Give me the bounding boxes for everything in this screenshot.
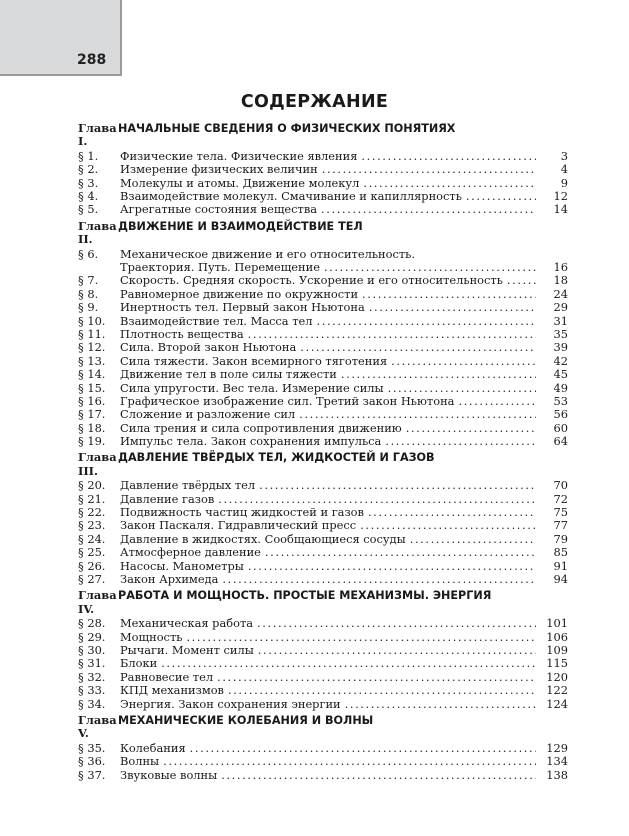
dot-leader bbox=[221, 769, 536, 782]
dot-leader bbox=[507, 274, 536, 287]
dot-leader bbox=[222, 573, 536, 586]
page-ref: 14 bbox=[553, 202, 568, 217]
chapter-heading bbox=[78, 122, 568, 149]
section-number: § 8. bbox=[78, 286, 99, 301]
dot-leader bbox=[391, 355, 536, 368]
toc-entry bbox=[78, 519, 568, 532]
section-number: § 11. bbox=[78, 326, 106, 341]
toc-entry bbox=[78, 274, 568, 287]
section-title: Движение тел в поле силы тяжести bbox=[120, 367, 337, 382]
page-ref: 29 bbox=[553, 300, 568, 315]
page-ref: 129 bbox=[546, 740, 568, 755]
page-ref: 134 bbox=[546, 754, 568, 769]
page-ref: 16 bbox=[553, 259, 568, 274]
dot-leader bbox=[363, 177, 536, 190]
page-ref: 85 bbox=[553, 545, 568, 560]
section-title: Молекулы и атомы. Движение молекул bbox=[120, 175, 360, 190]
section-number: § 28. bbox=[78, 616, 106, 631]
page-ref: 70 bbox=[553, 478, 568, 493]
page-ref: 24 bbox=[553, 286, 568, 301]
dot-leader bbox=[248, 328, 536, 341]
dot-leader bbox=[341, 368, 536, 381]
section-title: Скорость. Средняя скорость. Ускорение и его относительность bbox=[120, 273, 503, 288]
chapter-section bbox=[78, 220, 568, 449]
dot-leader bbox=[186, 631, 536, 644]
dot-leader bbox=[406, 422, 536, 435]
dot-leader bbox=[190, 742, 536, 755]
dot-leader bbox=[324, 261, 536, 274]
section-number: § 1. bbox=[78, 148, 99, 163]
section-title: Насосы. Манометры bbox=[120, 558, 244, 573]
dot-leader bbox=[299, 408, 536, 421]
section-number: § 35. bbox=[78, 740, 106, 755]
section-number: § 17. bbox=[78, 407, 106, 422]
section-title-line: Механическое движение и его относительность. bbox=[120, 246, 415, 261]
toc-entry bbox=[78, 408, 568, 421]
section-number: § 20. bbox=[78, 478, 106, 493]
chapter-label: Глава I. bbox=[78, 121, 117, 149]
page-ref: 56 bbox=[553, 407, 568, 422]
section-title: Колебания bbox=[120, 740, 186, 755]
dot-leader bbox=[345, 698, 536, 711]
section-number: § 2. bbox=[78, 162, 99, 177]
section-title: Закон Архимеда bbox=[120, 572, 219, 587]
page-number: 288 bbox=[77, 52, 107, 68]
page-ref: 115 bbox=[546, 656, 568, 671]
section-title: Агрегатные состояния вещества bbox=[120, 202, 318, 217]
table-of-contents bbox=[78, 122, 568, 785]
dot-leader bbox=[265, 546, 536, 559]
section-title: Взаимодействие тел. Масса тел bbox=[120, 313, 313, 328]
page-ref: 122 bbox=[546, 683, 568, 698]
toc-entry bbox=[78, 479, 568, 492]
section-number: § 31. bbox=[78, 656, 106, 671]
page-ref: 64 bbox=[553, 434, 568, 449]
section-title: Сила. Второй закон Ньютона bbox=[120, 340, 297, 355]
page-ref: 45 bbox=[553, 367, 568, 382]
dot-leader bbox=[368, 506, 536, 519]
section-title: Давление в жидкостях. Сообщающиеся сосуды bbox=[120, 531, 406, 546]
toc-entry bbox=[78, 422, 568, 435]
section-title: Сила трения и сила сопротивления движению bbox=[120, 420, 402, 435]
section-title: Взаимодействие молекул. Смачивание и капиллярность bbox=[120, 188, 462, 203]
section-title: Сила упругости. Вес тела. Измерение силы bbox=[120, 380, 384, 395]
chapter-label: Глава V. bbox=[78, 712, 117, 741]
section-title: Сложение и разложение сил bbox=[120, 407, 296, 422]
page-ref: 12 bbox=[553, 188, 568, 203]
toc-entry bbox=[78, 644, 568, 657]
section-number: § 13. bbox=[78, 353, 106, 368]
toc-entry bbox=[78, 698, 568, 711]
section-number: § 9. bbox=[78, 300, 99, 315]
section-title: Сила тяжести. Закон всемирного тяготения bbox=[120, 353, 388, 368]
toc-entry bbox=[78, 560, 568, 573]
dot-leader bbox=[217, 671, 536, 684]
dot-leader bbox=[410, 533, 536, 546]
section-number: § 22. bbox=[78, 505, 106, 520]
section-title: Графическое изображение сил. Третий закон Ньютона bbox=[120, 393, 455, 408]
page-ref: 35 bbox=[553, 326, 568, 341]
chapter-title: ДВИЖЕНИЕ И ВЗАИМОДЕЙСТВИЕ ТЕЛ bbox=[118, 219, 363, 233]
toc-entry bbox=[78, 248, 568, 275]
section-number: § 32. bbox=[78, 669, 106, 684]
dot-leader bbox=[362, 288, 536, 301]
chapter-label: Глава III. bbox=[78, 450, 117, 478]
section-title: Звуковые волны bbox=[120, 767, 218, 782]
section-title: Механическая работа bbox=[120, 616, 254, 631]
toc-entry bbox=[78, 742, 568, 755]
page-ref: 53 bbox=[553, 393, 568, 408]
section-title: Траектория. Путь. Перемещение bbox=[120, 259, 320, 274]
chapter-heading bbox=[78, 451, 568, 478]
chapter-heading bbox=[78, 714, 568, 741]
chapter-title: МЕХАНИЧЕСКИЕ КОЛЕБАНИЯ И ВОЛНЫ bbox=[118, 713, 374, 727]
dot-leader bbox=[361, 150, 536, 163]
section-number: § 12. bbox=[78, 340, 106, 355]
toc-entry bbox=[78, 190, 568, 203]
section-title: Атмосферное давление bbox=[120, 545, 261, 560]
chapter-section bbox=[78, 714, 568, 782]
page-title: СОДЕРЖАНИЕ bbox=[240, 92, 389, 112]
dot-leader bbox=[257, 617, 536, 630]
section-title: Инертность тел. Первый закон Ньютона bbox=[120, 300, 365, 315]
dot-leader bbox=[458, 395, 536, 408]
page-ref: 42 bbox=[553, 353, 568, 368]
toc-entry bbox=[78, 355, 568, 368]
dot-leader bbox=[228, 684, 536, 697]
toc-entry bbox=[78, 573, 568, 586]
chapter-title: РАБОТА И МОЩНОСТЬ. ПРОСТЫЕ МЕХАНИЗМЫ. ЭНЕРГИЯ bbox=[118, 589, 492, 603]
toc-entry bbox=[78, 341, 568, 354]
section-number: § 24. bbox=[78, 531, 106, 546]
section-title: Рычаги. Момент силы bbox=[120, 643, 254, 657]
section-number: § 5. bbox=[78, 202, 99, 217]
dot-leader bbox=[321, 203, 536, 216]
section-title: Блоки bbox=[120, 656, 158, 671]
section-number: § 18. bbox=[78, 420, 106, 435]
page-ref: 124 bbox=[546, 696, 568, 711]
toc-entry bbox=[78, 684, 568, 697]
page-ref: 18 bbox=[553, 273, 568, 288]
dot-leader bbox=[161, 657, 536, 670]
section-number: § 21. bbox=[78, 491, 106, 506]
dot-leader bbox=[466, 190, 536, 203]
toc-entry bbox=[78, 631, 568, 644]
section-title: Плотность вещества bbox=[120, 326, 244, 341]
toc-entry bbox=[78, 328, 568, 341]
page-ref: 79 bbox=[553, 531, 568, 546]
toc-entry bbox=[78, 671, 568, 684]
dot-leader bbox=[248, 560, 536, 573]
section-number: § 7. bbox=[78, 273, 99, 288]
section-number: § 27. bbox=[78, 572, 106, 587]
page-ref: 3 bbox=[560, 148, 568, 163]
section-number: § 4. bbox=[78, 188, 99, 203]
chapter-label: Глава II. bbox=[78, 218, 117, 247]
page-ref: 94 bbox=[553, 572, 568, 587]
toc-entry bbox=[78, 288, 568, 301]
toc-entry bbox=[78, 435, 568, 448]
toc-entry bbox=[78, 617, 568, 630]
section-number: § 34. bbox=[78, 696, 106, 711]
section-number: § 3. bbox=[78, 175, 99, 190]
section-number: § 19. bbox=[78, 434, 106, 449]
section-number: § 29. bbox=[78, 629, 106, 644]
chapter-label: Глава IV. bbox=[78, 588, 117, 616]
toc-entry bbox=[78, 546, 568, 559]
chapter-heading bbox=[78, 589, 568, 616]
section-title: Равномерное движение по окружности bbox=[120, 286, 359, 301]
page-ref: 138 bbox=[546, 767, 568, 782]
chapter-section bbox=[78, 589, 568, 711]
section-number: § 15. bbox=[78, 380, 106, 395]
toc-entry bbox=[78, 506, 568, 519]
toc-entry bbox=[78, 203, 568, 216]
page-number-tab bbox=[0, 0, 122, 76]
toc-entry bbox=[78, 177, 568, 190]
toc-entry bbox=[78, 315, 568, 328]
chapter-section bbox=[78, 451, 568, 586]
toc-entry bbox=[78, 533, 568, 546]
section-number: § 36. bbox=[78, 754, 106, 769]
chapter-title: НАЧАЛЬНЫЕ СВЕДЕНИЯ О ФИЗИЧЕСКИХ ПОНЯТИЯХ bbox=[118, 122, 456, 135]
toc-entry bbox=[78, 755, 568, 768]
toc-entry bbox=[78, 769, 568, 782]
dot-leader bbox=[317, 315, 536, 328]
section-title: Подвижность частиц жидкостей и газов bbox=[120, 505, 364, 520]
section-title: Мощность bbox=[120, 629, 183, 644]
page-ref: 106 bbox=[546, 629, 568, 644]
section-number: § 37. bbox=[78, 767, 106, 782]
dot-leader bbox=[322, 163, 536, 176]
toc-entry bbox=[78, 301, 568, 314]
section-number: § 16. bbox=[78, 393, 106, 408]
page-ref: 91 bbox=[553, 558, 568, 573]
page-ref: 75 bbox=[553, 505, 568, 520]
section-number: § 25. bbox=[78, 545, 106, 560]
toc-entry bbox=[78, 382, 568, 395]
section-title: Равновесие тел bbox=[120, 669, 214, 684]
toc-entry bbox=[78, 368, 568, 381]
toc-entry bbox=[78, 163, 568, 176]
dot-leader bbox=[258, 644, 536, 657]
page-ref: 49 bbox=[553, 380, 568, 395]
page-ref: 72 bbox=[553, 491, 568, 506]
section-title: Давление твёрдых тел bbox=[120, 478, 256, 493]
page-ref: 39 bbox=[553, 340, 568, 355]
section-number: § 33. bbox=[78, 683, 106, 698]
dot-leader bbox=[259, 479, 536, 492]
toc-entry bbox=[78, 150, 568, 163]
chapter-section bbox=[78, 122, 568, 217]
dot-leader bbox=[163, 755, 536, 768]
section-title: Физические тела. Физические явления bbox=[120, 148, 358, 163]
dot-leader bbox=[360, 519, 536, 532]
section-number: § 23. bbox=[78, 518, 106, 533]
chapter-heading bbox=[78, 220, 568, 247]
section-number: § 26. bbox=[78, 558, 106, 573]
section-title: КПД механизмов bbox=[120, 683, 224, 698]
section-title: Измерение физических величин bbox=[120, 162, 318, 177]
page-ref: 4 bbox=[560, 162, 568, 177]
dot-leader bbox=[369, 301, 536, 314]
chapter-title: ДАВЛЕНИЕ ТВЁРДЫХ ТЕЛ, ЖИДКОСТЕЙ И ГАЗОВ bbox=[118, 451, 435, 465]
section-title: Импульс тела. Закон сохранения импульса bbox=[120, 434, 382, 449]
section-number: § 10. bbox=[78, 313, 106, 328]
toc-entry bbox=[78, 493, 568, 506]
page-ref: 120 bbox=[546, 669, 568, 684]
page-ref: 31 bbox=[553, 313, 568, 328]
dot-leader bbox=[385, 435, 536, 448]
section-title: Давление газов bbox=[120, 491, 215, 506]
section-number: § 14. bbox=[78, 367, 106, 382]
dot-leader bbox=[388, 382, 536, 395]
section-number: § 30. bbox=[78, 643, 106, 657]
section-title: Энергия. Закон сохранения энергии bbox=[120, 696, 341, 711]
page-ref: 60 bbox=[553, 420, 568, 435]
toc-entry bbox=[78, 395, 568, 408]
page-ref: 101 bbox=[546, 616, 568, 631]
page-ref: 109 bbox=[546, 643, 568, 657]
dot-leader bbox=[218, 493, 536, 506]
section-number: § 6. bbox=[78, 246, 99, 261]
section-title: Волны bbox=[120, 754, 160, 769]
toc-entry bbox=[78, 657, 568, 670]
dot-leader bbox=[300, 341, 536, 354]
page-ref: 9 bbox=[560, 175, 568, 190]
section-title: Закон Паскаля. Гидравлический пресс bbox=[120, 518, 357, 533]
page-ref: 77 bbox=[553, 518, 568, 533]
